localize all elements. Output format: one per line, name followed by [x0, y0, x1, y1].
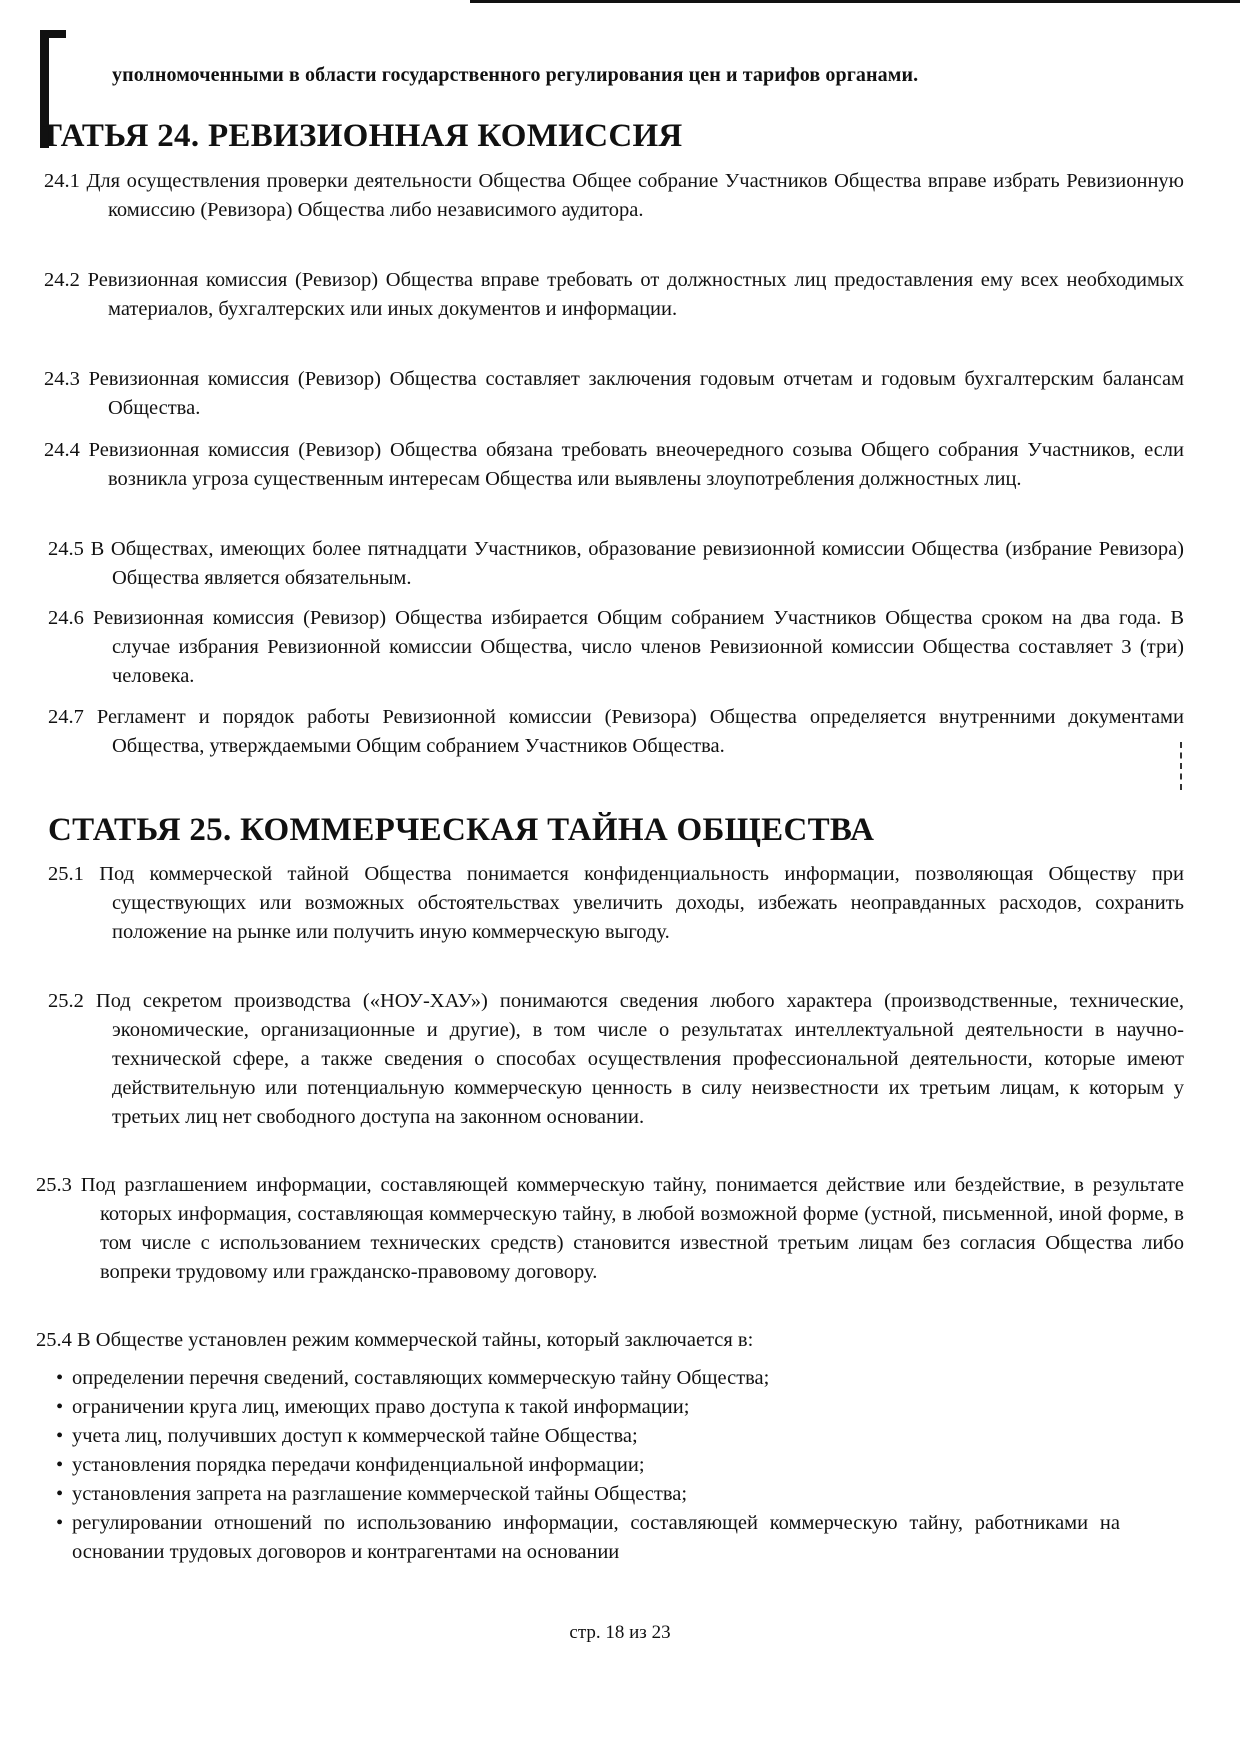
clause-text: Для осуществления проверки деятельности Общества Общее собрание Участников Общества вправе избрать Ревизионную комиссию (Ревизора) Общества либо независимого аудитора. [86, 170, 1184, 221]
clause-text: Под разглашением информации, составляющей коммерческую тайну, понимается действие или бездействие, в результате которых информация, составляющая коммерческую тайну, в любой возможной форме (устной, письменной, иной форме, в том числе с использованием технических средств) становится известной третьим лицам без согласия Общества либо вопреки трудовому или гражданско-правовому договору. [80, 1174, 1184, 1283]
clause-number: 24.4 [44, 439, 80, 461]
clause-number: 24.5 [48, 538, 84, 560]
clause-number: 24.7 [48, 706, 84, 728]
clause-number: 24.1 [44, 170, 80, 192]
clause-25-1 [48, 860, 1184, 947]
clause-25-4 [36, 1326, 1120, 1355]
clause-number: 25.3 [36, 1174, 72, 1196]
clause-24-3 [44, 365, 1184, 423]
list-item: • определении перечня сведений, составляющих коммерческую тайну Общества; [56, 1367, 770, 1389]
article-24-heading: ТАТЬЯ 24. РЕВИЗИОННАЯ КОМИССИЯ [40, 118, 683, 154]
clause-25-2 [48, 987, 1184, 1132]
clause-text: Ревизионная комиссия (Ревизор) Общества избирается Общим собранием Участников Общества сроком на два года. В случае избрания Ревизионной комиссии Общества, число членов Ревизионной комиссии Общества составляет 3 (три) человека. [92, 607, 1184, 687]
clause-24-4 [44, 436, 1184, 494]
list-item: • ограничении круга лиц, имеющих право доступа к такой информации; [56, 1396, 690, 1418]
article-25-heading: СТАТЬЯ 25. КОММЕРЧЕСКАЯ ТАЙНА ОБЩЕСТВА [48, 812, 875, 848]
clause-24-6 [48, 604, 1184, 691]
top-border-rule [470, 0, 1240, 3]
clause-text: В Обществе установлен режим коммерческой тайны, который заключается в: [77, 1329, 754, 1351]
clause-text: Под коммерческой тайной Общества понимается конфиденциальность информации, позволяющая Обществу при существующих или возможных обстоятельствах увеличить доходы, избежать неоправданных расходов, сохранить положение на рынке или получить иную коммерческую выгоду. [99, 863, 1185, 943]
clause-text: Ревизионная комиссия (Ревизор) Общества составляет заключения годовым отчетам и годовым бухгалтерским балансам Общества. [88, 368, 1185, 419]
clause-text: Регламент и порядок работы Ревизионной комиссии (Ревизора) Общества определяется внутренними документами Общества, утверждаемыми Общим собранием Участников Общества. [96, 706, 1185, 757]
clause-number: 25.2 [48, 990, 84, 1012]
list-item: • установления порядка передачи конфиденциальной информации; [56, 1454, 645, 1476]
clause-24-1 [44, 167, 1184, 225]
clause-24-2 [44, 266, 1184, 324]
clause-text: В Обществах, имеющих более пятнадцати Участников, образование ревизионной комиссии Общества (избрание Ревизора) Общества является обязательным. [90, 538, 1185, 589]
regime-bullet-list [56, 1364, 1120, 1567]
clause-text: Ревизионная комиссия (Ревизор) Общества вправе требовать от должностных лиц предоставления ему всех необходимых материалов, бухгалтерских или иных документов и информации. [87, 269, 1184, 320]
clause-number: 24.2 [44, 269, 80, 291]
clause-24-5 [48, 535, 1184, 593]
intro-line: уполномоченными в области государственного регулирования цен и тарифов органами. [112, 64, 919, 86]
clause-25-3 [36, 1171, 1184, 1287]
clause-number: 25.4 [36, 1329, 72, 1351]
clause-number: 24.3 [44, 368, 80, 390]
clause-number: 24.6 [48, 607, 84, 629]
clause-text: Под секретом производства («НОУ-ХАУ») понимаются сведения любого характера (производственные, технические, экономические, организационные и другие), в том числе о результатах интеллектуальной деятельности в научно-технической сфере, а также сведения о способах осуществления профессиональной деятельности, которые имеют действительную или потенциальную коммерческую ценность в силу неизвестности их третьим лицам, к которым у третьих лиц нет свободного доступа на законном основании. [95, 990, 1184, 1128]
list-item: • регулировании отношений по использованию информации, составляющей коммерческую тайну, работниками на основании трудовых договоров и контрагентами на основании [56, 1512, 1120, 1563]
list-item: • установления запрета на разглашение коммерческой тайны Общества; [56, 1483, 688, 1505]
clause-24-7 [48, 703, 1184, 761]
clause-number: 25.1 [48, 863, 84, 885]
list-item: • учета лиц, получивших доступ к коммерческой тайне Общества; [56, 1425, 638, 1447]
clause-text: Ревизионная комиссия (Ревизор) Общества обязана требовать внеочередного созыва Общего собрания Участников, если возникла угроза существенным интересам Общества или выявлены злоупотребления должностных лиц. [88, 439, 1185, 490]
page-number-footer: стр. 18 из 23 [569, 1622, 671, 1643]
